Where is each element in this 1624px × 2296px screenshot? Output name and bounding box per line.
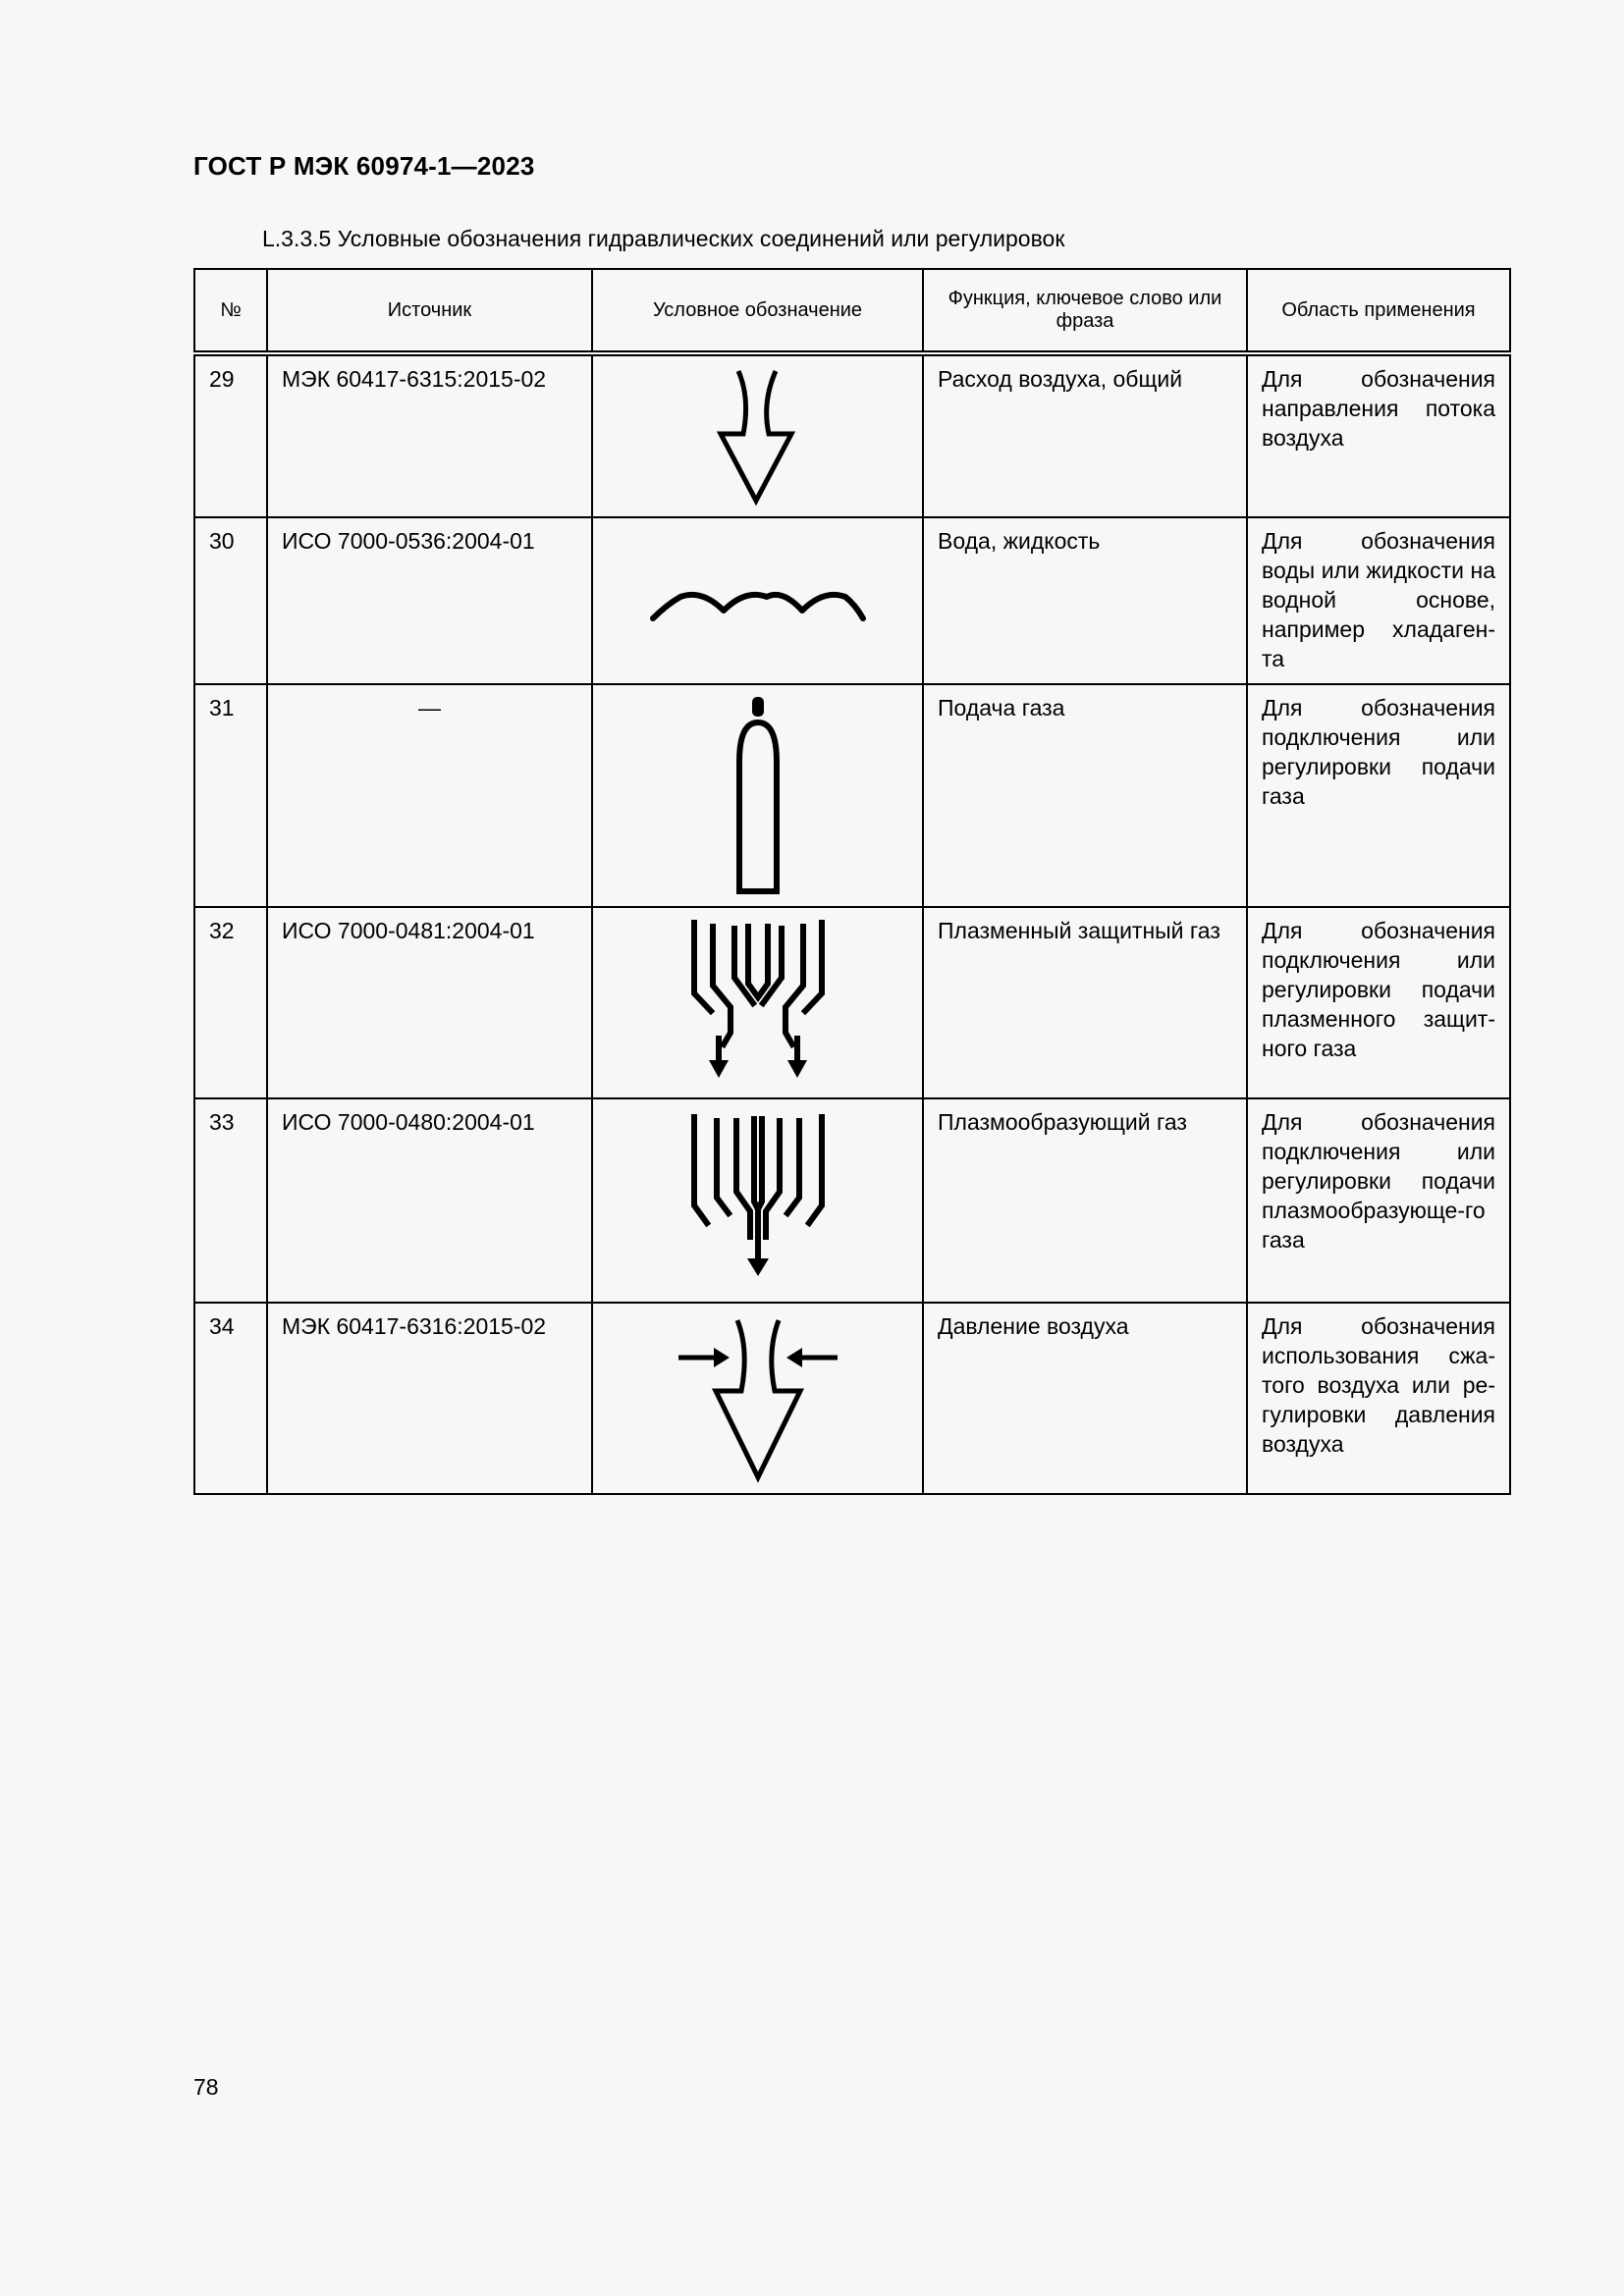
row-area: Для обозначения воды или жидкости на водной основе, например хладаген-та — [1247, 517, 1510, 684]
column-header-symbol: Условное обозначение — [592, 269, 923, 353]
plasma-shielding-gas-icon — [679, 915, 837, 1092]
table-row — [194, 353, 1510, 517]
row-source: ИСО 7000-0480:2004-01 — [267, 1098, 592, 1303]
row-area: Для обозначения подключения или регулировки подачи газа — [1247, 684, 1510, 907]
table-header-row — [194, 269, 1510, 353]
row-area: Для обозначения подключения или регулировки подачи плазмообразующе-го газа — [1247, 1098, 1510, 1303]
row-function: Расход воздуха, общий — [923, 353, 1247, 517]
row-number: 32 — [194, 907, 267, 1098]
row-number: 34 — [194, 1303, 267, 1494]
document-header: ГОСТ Р МЭК 60974-1—2023 — [193, 151, 535, 181]
table-row — [194, 1098, 1510, 1303]
page-number: 78 — [193, 2074, 219, 2100]
water-liquid-icon — [645, 561, 871, 640]
row-area: Для обозначения подключения или регулировки подачи плазменного защит-ного газа — [1247, 907, 1510, 1098]
row-number: 31 — [194, 684, 267, 907]
air-pressure-icon — [675, 1310, 841, 1487]
row-function: Давление воздуха — [923, 1303, 1247, 1494]
table-row — [194, 907, 1510, 1098]
gas-supply-icon — [729, 693, 787, 899]
row-source: — — [267, 684, 592, 907]
row-function: Вода, жидкость — [923, 517, 1247, 684]
row-area: Для обозначения направления потока воздуха — [1247, 353, 1510, 517]
row-function: Подача газа — [923, 684, 1247, 907]
table-row — [194, 684, 1510, 907]
plasma-forming-gas-icon — [679, 1107, 837, 1294]
column-header-function: Функция, ключевое слово или фраза — [923, 269, 1247, 353]
row-number: 30 — [194, 517, 267, 684]
row-area: Для обозначения использования сжа-того воздуха или ре-гулировки давления воздуха — [1247, 1303, 1510, 1494]
row-source: МЭК 60417-6316:2015-02 — [267, 1303, 592, 1494]
column-header-number: № — [194, 269, 267, 353]
row-source: ИСО 7000-0536:2004-01 — [267, 517, 592, 684]
row-function: Плазменный защитный газ — [923, 907, 1247, 1098]
column-header-source: Источник — [267, 269, 592, 353]
row-source: ИСО 7000-0481:2004-01 — [267, 907, 592, 1098]
section-title: L.3.3.5 Условные обозначения гидравлических соединений или регулировок — [262, 226, 1065, 251]
row-function: Плазмообразующий газ — [923, 1098, 1247, 1303]
row-source: МЭК 60417-6315:2015-02 — [267, 353, 592, 517]
column-header-area: Область применения — [1247, 269, 1510, 353]
row-number: 33 — [194, 1098, 267, 1303]
table-row — [194, 1303, 1510, 1494]
table-row — [194, 517, 1510, 684]
air-flow-general-icon — [699, 363, 817, 510]
symbols-table — [193, 268, 1511, 1495]
row-number: 29 — [194, 353, 267, 517]
